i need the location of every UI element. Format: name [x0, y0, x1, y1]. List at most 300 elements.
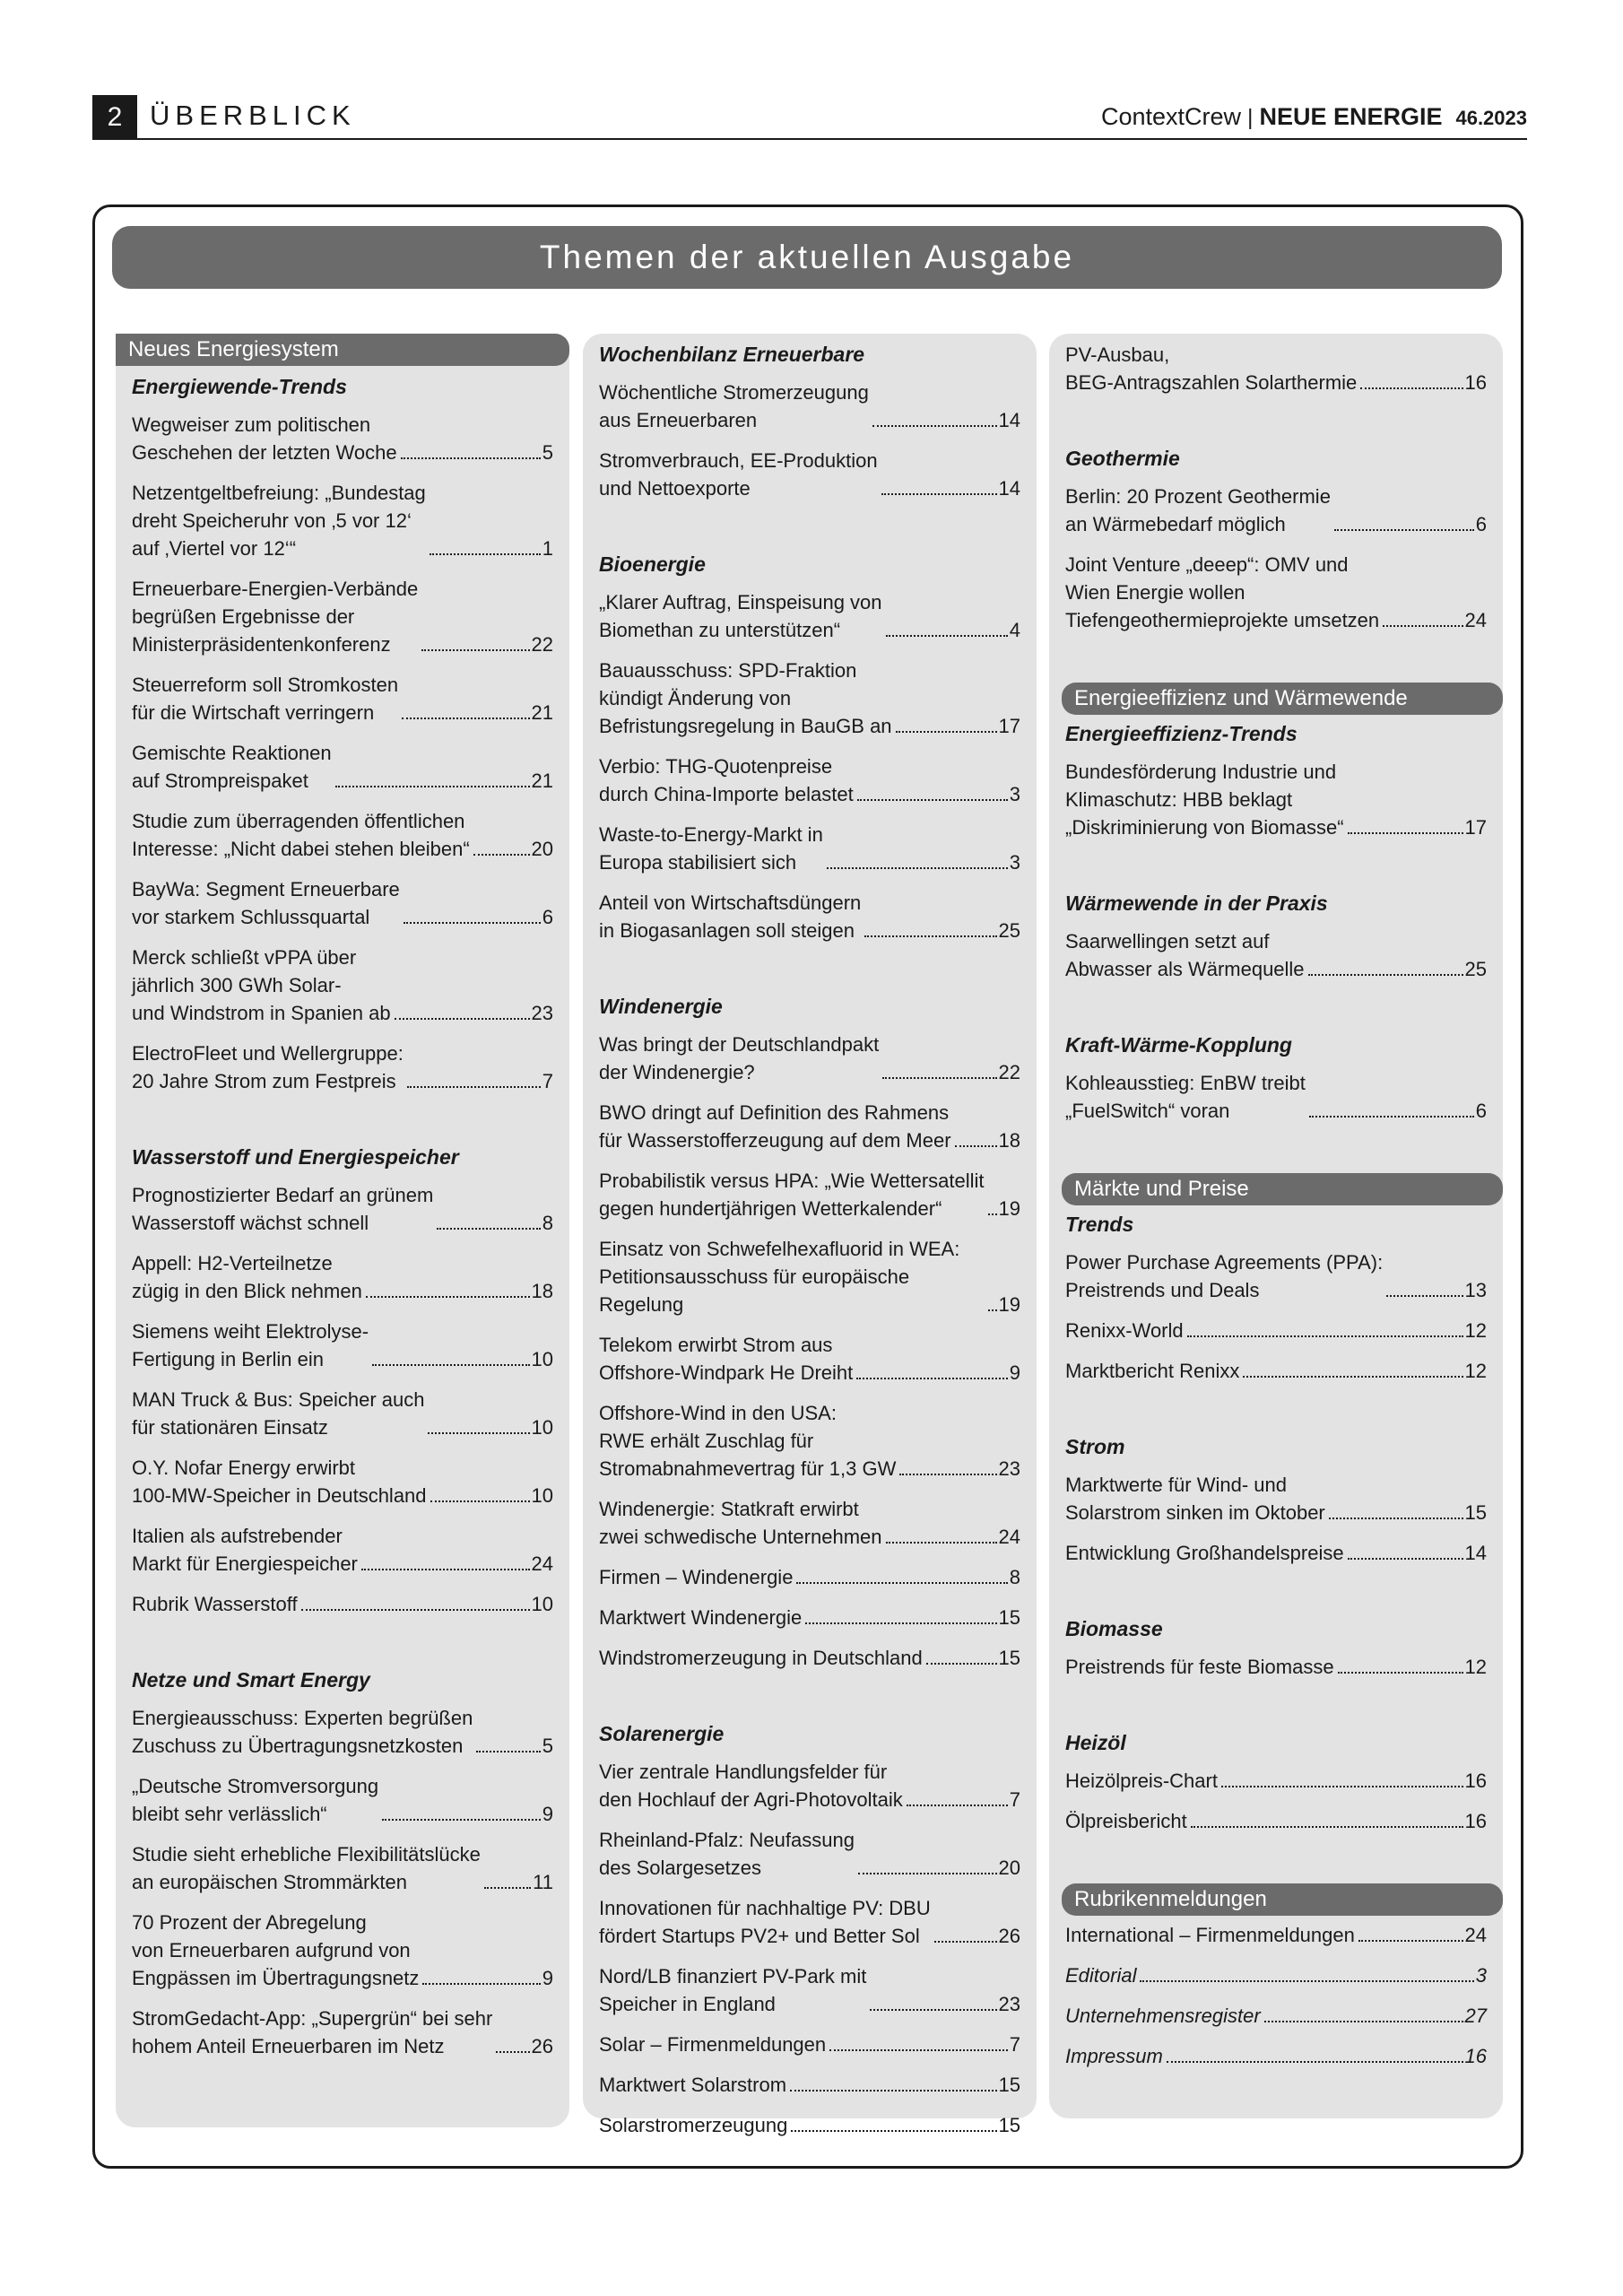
toc-entry[interactable]	[599, 1031, 1020, 1086]
entry-page: 16	[1464, 2045, 1487, 2067]
toc-entry[interactable]	[599, 1331, 1020, 1387]
entry-page: 6	[1475, 1100, 1487, 1122]
dot-leader	[382, 1819, 541, 1821]
group-title: Wärmewende in der Praxis	[1065, 891, 1328, 915]
entry-title: Anteil von Wirtschaftsdüngern in Biogasanlagen soll steigen	[599, 891, 862, 942]
dot-leader	[988, 1309, 997, 1311]
entry-page: 3	[1475, 1964, 1487, 1987]
toc-entry[interactable]	[1065, 1653, 1487, 1681]
page-header	[92, 95, 1527, 140]
toc-group	[599, 1720, 1020, 2139]
entry-page: 17	[1464, 816, 1487, 839]
entry-page: 15	[1464, 1501, 1487, 1524]
toc-entry[interactable]	[132, 1522, 553, 1578]
entry-title: BWO dringt auf Definition des Rahmens für Wasserstofferzeugung auf dem Meer	[599, 1101, 951, 1152]
dot-leader	[372, 1364, 529, 1366]
entry-page: 9	[542, 1803, 553, 1825]
entry-title: Siemens weiht Elektrolyse- Fertigung in Berlin ein	[132, 1320, 369, 1370]
toc-entry[interactable]	[1065, 1471, 1487, 1526]
toc-entry[interactable]	[599, 1563, 1020, 1591]
group-title: Trends	[1065, 1213, 1134, 1236]
section-heading: Energieeffizienz und Wärmewende	[1062, 683, 1503, 715]
entry-page: 15	[998, 1647, 1020, 1669]
toc-entry[interactable]	[599, 2111, 1020, 2139]
toc-group	[1065, 1615, 1487, 1681]
toc-group	[1065, 445, 1487, 634]
entry-title: Solarstromerzeugung	[599, 2114, 788, 2136]
entry-page: 15	[998, 2114, 1020, 2136]
group-title: Wasserstoff und Energiespeicher	[132, 1145, 459, 1169]
entry-title: Energieausschuss: Experten begrüßen Zuschuss zu Übertragungsnetzkosten	[132, 1707, 473, 1757]
toc-entry[interactable]	[1065, 2042, 1487, 2070]
entry-title: Netzentgeltbefreiung: „Bundestag dreht Speicheruhr von ‚5 vor 12‘ auf ‚Viertel vor 12‘“	[132, 482, 426, 560]
dot-leader	[907, 1805, 1008, 1806]
entry-title: Italien als aufstrebender Markt für Energiespeicher	[132, 1525, 358, 1575]
entry-page: 7	[1009, 2033, 1020, 2056]
entry-page: 9	[542, 1967, 553, 1989]
entry-page: 6	[1475, 513, 1487, 535]
dot-leader	[1309, 1116, 1474, 1118]
entry-page: 5	[542, 1735, 553, 1757]
toc-entry[interactable]	[132, 739, 553, 795]
entry-page: 23	[998, 1993, 1020, 2015]
toc-group	[1065, 720, 1487, 841]
dot-leader	[335, 786, 530, 787]
dot-leader	[1338, 1672, 1463, 1674]
toc-entry[interactable]	[132, 1454, 553, 1509]
entry-page: 16	[1464, 1770, 1487, 1792]
dot-leader	[882, 1077, 996, 1079]
entry-title: Kohleausstieg: EnBW treibt „FuelSwitch“ voran	[1065, 1072, 1306, 1122]
toc-entry[interactable]	[1065, 1248, 1487, 1304]
entry-page: 8	[1009, 1566, 1020, 1588]
toc-entry[interactable]	[1065, 2002, 1487, 2030]
toc-group	[599, 341, 1020, 502]
toc-group	[599, 993, 1020, 1672]
dot-leader	[955, 1145, 997, 1147]
dot-leader	[1360, 387, 1462, 389]
group-title: Bioenergie	[599, 552, 706, 576]
toc-entry[interactable]	[132, 1039, 553, 1095]
dot-leader	[1167, 2061, 1463, 2063]
toc-entry[interactable]	[1065, 1961, 1487, 1989]
dot-leader	[402, 718, 529, 719]
entry-page: 12	[1464, 1656, 1487, 1678]
contents-banner: Themen der aktuellen Ausgabe	[112, 226, 1502, 289]
entry-title: „Klarer Auftrag, Einspeisung von Biomethan zu unterstützen“	[599, 591, 882, 641]
toc-entry[interactable]	[599, 1167, 1020, 1222]
entry-page: 10	[531, 1593, 553, 1615]
entry-title: Wöchentliche Stromerzeugung aus Erneuerbaren	[599, 381, 869, 431]
entry-title: Studie zum überragenden öffentlichen Interesse: „Nicht dabei stehen bleiben“	[132, 810, 470, 860]
dot-leader	[430, 1500, 530, 1502]
dot-leader	[805, 1622, 996, 1624]
entry-page: 16	[1464, 371, 1487, 394]
dot-leader	[476, 1751, 540, 1752]
entry-title: Probabilistik versus HPA: „Wie Wettersatellit gegen hundertjährigen Wetterkalender“	[599, 1170, 985, 1220]
dot-leader	[422, 1983, 540, 1985]
toc-entry[interactable]	[1065, 1921, 1487, 1949]
entry-page: 23	[998, 1457, 1020, 1480]
group-title: Kraft-Wärme-Kopplung	[1065, 1033, 1292, 1057]
dot-leader	[361, 1569, 530, 1570]
entry-page: 26	[531, 2035, 553, 2057]
entry-page: 17	[998, 715, 1020, 737]
toc-entry[interactable]	[599, 1758, 1020, 1813]
dot-leader	[421, 649, 529, 651]
entry-page: 25	[1464, 958, 1487, 980]
dot-leader	[881, 493, 997, 495]
entry-page: 12	[1464, 1360, 1487, 1382]
group-title: Geothermie	[1065, 447, 1180, 470]
dot-leader	[473, 854, 530, 856]
entry-page: 10	[531, 1416, 553, 1439]
entry-title: Impressum	[1065, 2045, 1163, 2067]
entry-title: Preistrends für feste Biomasse	[1065, 1656, 1334, 1678]
entry-page: 10	[531, 1484, 553, 1507]
dot-leader	[437, 1228, 540, 1230]
entry-page: 7	[542, 1070, 553, 1092]
toc-entry[interactable]	[599, 2031, 1020, 2058]
section-heading: Rubrikenmeldungen	[1062, 1883, 1503, 1916]
dot-leader	[1140, 1980, 1473, 1982]
toc-group	[132, 373, 553, 1095]
toc-entry[interactable]	[1065, 1807, 1487, 1835]
entry-page: 14	[1464, 1542, 1487, 1564]
toc-entry[interactable]	[1065, 758, 1487, 841]
entry-page: 13	[1464, 1279, 1487, 1301]
entry-title: Wegweiser zum politischen Geschehen der letzten Woche	[132, 413, 397, 464]
dot-leader	[858, 1873, 997, 1874]
entry-page: 27	[1464, 2005, 1487, 2027]
entry-page: 3	[1009, 783, 1020, 805]
entry-title: Stromverbrauch, EE-Produktion und Nettoexporte	[599, 449, 878, 500]
entry-page: 18	[998, 1129, 1020, 1152]
dot-leader	[790, 2090, 996, 2092]
group-title: Energiewende-Trends	[132, 375, 347, 398]
entry-page: 24	[1464, 1924, 1487, 1946]
entry-title: Bauausschuss: SPD-Fraktion kündigt Änderung von Befristungsregelung in BauGB an	[599, 659, 892, 737]
dot-leader	[856, 1378, 1008, 1379]
dot-leader	[404, 922, 541, 924]
entry-title: Prognostizierter Bedarf an grünem Wasserstoff wächst schnell	[132, 1184, 434, 1234]
toc-group	[1065, 341, 1487, 396]
group-title: Windenergie	[599, 995, 723, 1018]
entry-title: Merck schließt vPPA über jährlich 300 GWh Solar- und Windstrom in Spanien ab	[132, 946, 391, 1024]
entry-page: 10	[531, 1348, 553, 1370]
toc-entry[interactable]	[132, 1590, 553, 1618]
entry-title: 70 Prozent der Abregelung von Erneuerbaren aufgrund von Engpässen im Übertragungsnetz	[132, 1911, 420, 1989]
entry-page: 12	[1464, 1319, 1487, 1342]
group-title: Solarenergie	[599, 1722, 725, 1745]
entry-page: 3	[1009, 851, 1020, 874]
group-title: Wochenbilanz Erneuerbare	[599, 343, 865, 366]
entry-title: Heizölpreis-Chart	[1065, 1770, 1218, 1792]
entry-title: Marktwert Windenergie	[599, 1606, 803, 1629]
entry-title: Telekom erwirbt Strom aus Offshore-Windpark He Dreiht	[599, 1334, 854, 1384]
entry-title: Editorial	[1065, 1964, 1137, 1987]
entry-title: ElectroFleet und Wellergruppe: 20 Jahre Strom zum Festpreis	[132, 1042, 404, 1092]
entry-title: Was bringt der Deutschlandpakt der Windenergie?	[599, 1033, 880, 1083]
toc-entry[interactable]	[1065, 483, 1487, 538]
entry-title: Innovationen für nachhaltige PV: DBU fördert Startups PV2+ und Better Sol	[599, 1897, 931, 1947]
dot-leader	[896, 731, 997, 733]
section-heading: Neues Energiesystem	[116, 334, 569, 366]
entry-title: Joint Venture „deeep“: OMV und Wien Energie wollen Tiefengeothermieprojekte umsetzen	[1065, 553, 1380, 631]
entry-page: 24	[998, 1526, 1020, 1548]
entry-page: 4	[1009, 619, 1020, 641]
entry-page: 24	[531, 1552, 553, 1575]
entry-page: 14	[998, 477, 1020, 500]
toc-entry[interactable]	[132, 1704, 553, 1760]
entry-title: Waste-to-Energy-Markt in Europa stabilisiert sich	[599, 823, 823, 874]
entry-title: Rubrik Wasserstoff	[132, 1593, 298, 1615]
entry-page: 26	[998, 1925, 1020, 1947]
entry-title: Rheinland-Pfalz: Neufassung des Solargesetzes	[599, 1829, 855, 1879]
entry-page: 19	[998, 1197, 1020, 1220]
dot-leader	[829, 2049, 1008, 2051]
toc-entry[interactable]	[599, 1894, 1020, 1950]
dot-leader	[1348, 832, 1463, 834]
dot-leader	[791, 2130, 996, 2132]
dot-leader	[1329, 1518, 1463, 1519]
entry-title: Windenergie: Statkraft erwirbt zwei schwedische Unternehmen	[599, 1498, 882, 1548]
dot-leader	[484, 1887, 531, 1889]
toc-entry[interactable]	[132, 807, 553, 863]
toc-entry[interactable]	[599, 1962, 1020, 2018]
toc-entry[interactable]	[599, 821, 1020, 876]
entry-title: Studie sieht erhebliche Flexibilitätslücke an europäischen Strommärkten	[132, 1843, 481, 1893]
dot-leader	[395, 1018, 530, 1020]
entry-title: Berlin: 20 Prozent Geothermie an Wärmebedarf möglich	[1065, 485, 1331, 535]
dot-leader	[301, 1609, 530, 1611]
entry-title: O.Y. Nofar Energy erwirbt 100-MW-Speicher in Deutschland	[132, 1457, 427, 1507]
entry-page: 21	[531, 701, 553, 724]
dot-leader	[1243, 1376, 1462, 1378]
entry-title: Einsatz von Schwefelhexafluorid in WEA: Petitionsausschuss für europäische Regelung	[599, 1238, 960, 1316]
entry-title: Renixx-World	[1065, 1319, 1184, 1342]
toc-entry[interactable]	[599, 378, 1020, 434]
toc-entry[interactable]	[132, 2005, 553, 2060]
toc-group	[1065, 890, 1487, 983]
group-title: Heizöl	[1065, 1731, 1126, 1754]
dot-leader	[857, 799, 1008, 801]
toc-entry[interactable]	[1065, 1767, 1487, 1795]
entry-title: Appell: H2-Verteilnetze zügig in den Blick nehmen	[132, 1252, 362, 1302]
entry-title: Bundesförderung Industrie und Klimaschutz: HBB beklagt „Diskriminierung von Biomasse“	[1065, 761, 1344, 839]
toc-entry[interactable]	[132, 1772, 553, 1828]
toc-entry[interactable]	[132, 944, 553, 1027]
page-number: 2	[92, 95, 137, 140]
entry-title: Offshore-Wind in den USA: RWE erhält Zuschlag für Stromabnahmevertrag für 1,3 GW	[599, 1402, 897, 1480]
group-title: Energieeffizienz-Trends	[1065, 722, 1298, 745]
toc-entry[interactable]	[599, 889, 1020, 944]
entry-title: International – Firmenmeldungen	[1065, 1924, 1355, 1946]
toc-group	[1065, 1211, 1487, 1385]
dot-leader	[796, 1582, 1007, 1584]
entry-page: 15	[998, 2074, 1020, 2096]
entry-title: Verbio: THG-Quotenpreise durch China-Importe belastet	[599, 755, 854, 805]
entry-page: 15	[998, 1606, 1020, 1629]
dot-leader	[988, 1213, 997, 1215]
entry-title: Steuerreform soll Stromkosten für die Wirtschaft verringern	[132, 674, 399, 724]
toc-entry[interactable]	[132, 1909, 553, 1992]
toc-entry[interactable]	[132, 671, 553, 726]
masthead	[1101, 103, 1527, 131]
masthead-separator: |	[1247, 105, 1254, 130]
dot-leader	[934, 1941, 997, 1943]
toc-group	[599, 551, 1020, 944]
dot-leader	[496, 2051, 529, 2053]
entry-title: Power Purchase Agreements (PPA): Preistrends und Deals	[1065, 1251, 1384, 1301]
toc-entry[interactable]	[1065, 927, 1487, 983]
entry-page: 5	[542, 441, 553, 464]
entry-page: 19	[998, 1293, 1020, 1316]
toc-entry[interactable]	[132, 1386, 553, 1441]
group-title: Strom	[1065, 1435, 1125, 1458]
brand-name: ContextCrew	[1101, 103, 1242, 130]
toc-group	[1065, 1921, 1487, 2070]
entry-page: 9	[1009, 1361, 1020, 1384]
toc-group	[132, 1666, 553, 2060]
entry-title: BayWa: Segment Erneuerbare vor starkem Schlussquartal	[132, 878, 400, 928]
dot-leader	[1191, 1826, 1463, 1828]
entry-title: StromGedacht-App: „Supergrün“ bei sehr hohem Anteil Erneuerbaren im Netz	[132, 2007, 493, 2057]
dot-leader	[1187, 1335, 1463, 1337]
entry-page: 6	[542, 906, 553, 928]
entry-page: 7	[1009, 1788, 1020, 1811]
contents-column-2	[583, 334, 1037, 2136]
dot-leader	[886, 635, 1008, 637]
dot-leader	[1358, 1940, 1463, 1942]
entry-page: 11	[533, 1871, 553, 1893]
dot-leader	[899, 1474, 996, 1475]
dot-leader	[1334, 529, 1474, 531]
toc-entry[interactable]	[599, 752, 1020, 808]
entry-title: Erneuerbare-Energien-Verbände begrüßen Ergebnisse der Ministerpräsidentenkonferenz	[132, 578, 419, 656]
dot-leader	[886, 1542, 997, 1544]
dot-leader	[1221, 1786, 1463, 1787]
entry-title: Unternehmensregister	[1065, 2005, 1261, 2027]
entry-page: 22	[998, 1061, 1020, 1083]
entry-title: MAN Truck & Bus: Speicher auch für stationären Einsatz	[132, 1388, 425, 1439]
entry-title: Entwicklung Großhandelspreise	[1065, 1542, 1344, 1564]
dot-leader	[428, 1432, 529, 1434]
entry-title: Saarwellingen setzt auf Abwasser als Wärmequelle	[1065, 930, 1305, 980]
toc-entry[interactable]	[599, 657, 1020, 740]
dot-leader	[401, 457, 541, 459]
contents-column-3	[1049, 334, 1503, 2118]
dot-leader	[870, 2009, 996, 2011]
toc-entry[interactable]	[599, 1604, 1020, 1631]
entry-title: Marktwerte für Wind- und Solarstrom sinken im Oktober	[1065, 1474, 1325, 1524]
entry-title: PV-Ausbau, BEG-Antragszahlen Solarthermie	[1065, 344, 1358, 394]
entry-page: 20	[531, 838, 553, 860]
entry-page: 21	[531, 770, 553, 792]
toc-entry[interactable]	[599, 1644, 1020, 1672]
entry-title: Ölpreisbericht	[1065, 1810, 1187, 1832]
entry-page: 25	[998, 919, 1020, 942]
toc-entry[interactable]	[599, 447, 1020, 502]
toc-entry[interactable]	[1065, 1317, 1487, 1344]
toc-entry[interactable]	[599, 1235, 1020, 1318]
toc-entry[interactable]	[599, 2071, 1020, 2099]
entry-page: 24	[1464, 609, 1487, 631]
dot-leader	[864, 935, 996, 937]
entry-title: Windstromerzeugung in Deutschland	[599, 1647, 923, 1669]
toc-group	[1065, 1031, 1487, 1125]
entry-page: 23	[531, 1002, 553, 1024]
toc-group	[1065, 1433, 1487, 1567]
contents-column-1	[116, 334, 569, 2127]
toc-entry[interactable]	[132, 1181, 553, 1237]
entry-title: Vier zentrale Handlungsfelder für den Hochlauf der Agri-Photovoltaik	[599, 1761, 903, 1811]
entry-title: Marktwert Solarstrom	[599, 2074, 787, 2096]
toc-entry[interactable]	[132, 411, 553, 466]
entry-title: „Deutsche Stromversorgung bleibt sehr verlässlich“	[132, 1775, 379, 1825]
entry-page: 20	[998, 1857, 1020, 1879]
dot-leader	[872, 425, 997, 427]
dot-leader	[1308, 974, 1463, 976]
dot-leader	[827, 867, 1008, 869]
dot-leader	[1264, 2021, 1463, 2022]
entry-page: 1	[542, 537, 553, 560]
toc-entry[interactable]	[132, 479, 553, 562]
toc-group	[132, 1144, 553, 1618]
toc-group	[1065, 1729, 1487, 1835]
section-heading: Märkte und Preise	[1062, 1173, 1503, 1205]
toc-entry[interactable]	[1065, 1539, 1487, 1567]
toc-entry[interactable]	[1065, 1357, 1487, 1385]
section-title: ÜBERBLICK	[150, 100, 356, 131]
toc-entry[interactable]	[599, 588, 1020, 644]
entry-page: 14	[998, 409, 1020, 431]
entry-page: 8	[542, 1212, 553, 1234]
dot-leader	[1348, 1558, 1463, 1560]
toc-entry[interactable]	[132, 1318, 553, 1373]
entry-page: 18	[531, 1280, 553, 1302]
toc-entry[interactable]	[132, 1840, 553, 1896]
toc-entry[interactable]	[1065, 1069, 1487, 1125]
dot-leader	[1386, 1295, 1462, 1297]
toc-entry[interactable]	[132, 575, 553, 658]
group-title: Biomasse	[1065, 1617, 1163, 1640]
entry-title: Nord/LB finanziert PV-Park mit Speicher in England	[599, 1965, 867, 2015]
toc-entry[interactable]	[599, 1495, 1020, 1551]
entry-page: 16	[1464, 1810, 1487, 1832]
publication-name: NEUE ENERGIE	[1259, 103, 1443, 130]
header-rule	[92, 138, 1527, 140]
toc-entry[interactable]	[132, 875, 553, 931]
dot-leader	[407, 1086, 541, 1088]
dot-leader	[1383, 625, 1462, 627]
toc-entry[interactable]	[599, 1099, 1020, 1154]
dot-leader	[926, 1663, 997, 1665]
entry-title: Firmen – Windenergie	[599, 1566, 794, 1588]
dot-leader	[430, 553, 541, 555]
toc-entry[interactable]	[599, 1399, 1020, 1483]
entry-title: Gemischte Reaktionen auf Strompreispaket	[132, 742, 332, 792]
toc-entry[interactable]	[132, 1249, 553, 1305]
issue-number: 46.2023	[1455, 107, 1527, 129]
toc-entry[interactable]	[599, 1826, 1020, 1882]
entry-title: Solar – Firmenmeldungen	[599, 2033, 827, 2056]
entry-title: Marktbericht Renixx	[1065, 1360, 1240, 1382]
dot-leader	[366, 1296, 530, 1298]
toc-entry[interactable]	[1065, 551, 1487, 634]
toc-entry[interactable]	[1065, 341, 1487, 396]
entry-page: 22	[531, 633, 553, 656]
